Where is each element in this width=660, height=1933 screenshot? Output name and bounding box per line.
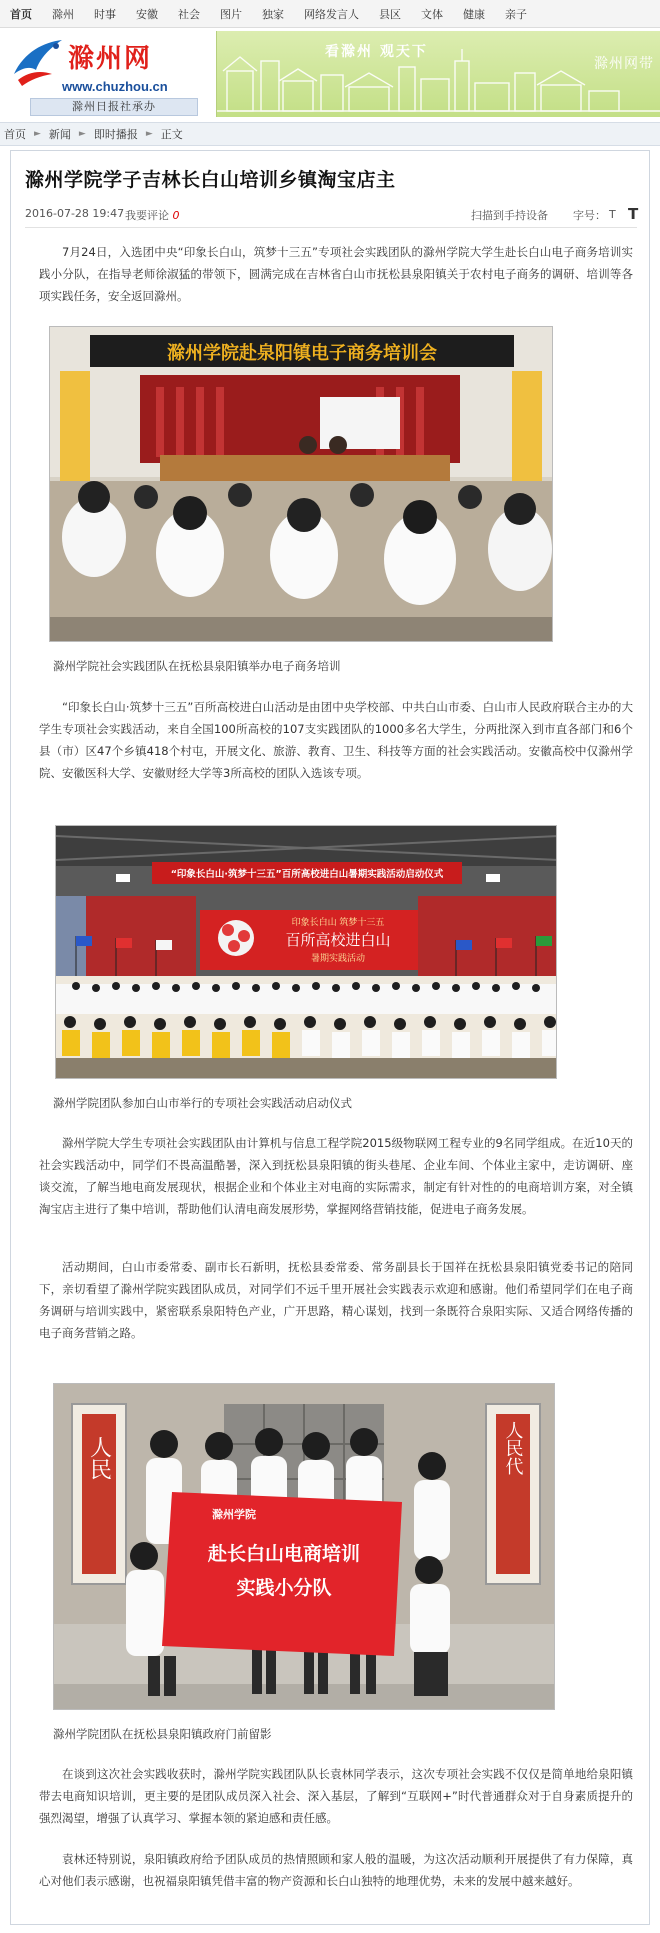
photo-caption: 滁州学院社会实践团队在抚松县泉阳镇举办电子商务培训 (53, 659, 341, 673)
photo-group-photo (53, 1383, 555, 1710)
scan-to-device-link[interactable]: 扫描到手持设备 (471, 209, 548, 222)
nav-item-parenting[interactable]: 亲子 (505, 7, 527, 21)
article-container (10, 150, 650, 1925)
header-banner[interactable] (216, 31, 660, 117)
nav-item-spokesperson[interactable]: 网络发言人 (304, 7, 359, 21)
stage-title-text: 百所高校进白山 (285, 931, 391, 949)
breadcrumb-separator-icon: ► (145, 129, 153, 139)
site-logo[interactable] (6, 30, 206, 118)
comment-label[interactable]: 我要评论 (125, 209, 169, 222)
article-meta (25, 207, 637, 223)
stage-top-text: 印象长白山 筑梦十三五 (291, 918, 385, 928)
article-paragraph: 活动期间，白山市委常委、副市长石新明，抚松县委常委、常务副县长于国祥在抚松县泉阳镇党委书记的陪同下，亲切看望了滁州学院实践团队成员，对同学们不远千里开展社会实践表示欢迎和感谢。他们希望同学们在电子商务调研与培训实践中，紧密联系泉阳特色产业，广开思路，精心谋划，找到一条既符合泉阳实际、又适合网络传播的电子商务营销之路。 (39, 1260, 633, 1340)
breadcrumb-news[interactable]: 新闻 (48, 128, 71, 141)
breadcrumb-home[interactable]: 首页 (4, 128, 26, 141)
site-header (0, 28, 660, 120)
flag-line1-text: 赴长白山电商培训 (207, 1543, 361, 1565)
sign-left-text: 人民 (86, 1436, 112, 1480)
flag-school-text: 滁州学院 (212, 1508, 256, 1521)
comment-link[interactable] (125, 207, 180, 223)
article-paragraph: 在谈到这次社会实践收获时，滁州学院实践团队队长袁林同学表示，这次专项社会实践不仅仅是简单地给泉阳镇带去电商知识培训，更主要的是团队成员深入社会、深入基层，了解到“互联网+”时代普通群众对于自身素质提升的强烈渴望，增强了认真学习、掌握本领的紧迫感和责任感。 (39, 1767, 633, 1825)
photo-launch-ceremony (55, 825, 557, 1079)
nav-item-current-affairs[interactable]: 时事 (94, 7, 116, 21)
publish-date: 2016-07-28 19:47 (25, 207, 125, 220)
article-paragraph: “印象长白山·筑梦十三五”百所高校进白山活动是由团中央学校部、中共白山市委、白山市人民政府联合主办的大学生专项社会实践活动，来自全国100所高校的107支实践团队的1000多名大学生，分两批深入到市直各部门和6个县（市）区47个乡镇418个村屯，开展文化、旅游、教育、卫生、科技等方面的社会实践活动。安徽高校中仅滁州学院、安徽医科大学、安徽财经大学等3所高校的团队入选该专项。 (39, 700, 633, 780)
city-skyline-icon (217, 31, 660, 117)
nav-item-chuzhou[interactable]: 滁州 (52, 7, 74, 21)
nav-item-exclusive[interactable]: 独家 (262, 7, 284, 21)
photo-banner-text: “印象长白山·筑梦十三五”百所高校进白山暑期实践活动启动仪式 (170, 869, 444, 880)
banner-slogan: 看滁州 观天下 (325, 44, 428, 60)
article-paragraph: 滁州学院大学生专项社会实践团队由计算机与信息工程学院2015级物联网工程专业的9名同学组成。在近10天的社会实践活动中，同学们不畏高温酷暑，深入到抚松县泉阳镇的街头巷尾、企业车间、个体业主家中，走访调研、座谈交流，了解当地电商发展现状，根据企业和个体业主对电商的实际需求，制定有针对性的的电商培训方案，对全镇淘宝店主进行了集中培训，帮助他们认清电商发展形势，掌握网络营销技能，促进电子商务发展。 (39, 1136, 633, 1216)
breadcrumb-separator-icon: ► (78, 129, 86, 139)
photo-banner-text: 滁州学院赴泉阳镇电子商务培训会 (167, 343, 437, 364)
nav-item-health[interactable]: 健康 (463, 7, 485, 21)
breadcrumb-current: 正文 (160, 128, 183, 141)
logo-text: 滁州网 (68, 44, 153, 74)
nav-item-society[interactable]: 社会 (178, 7, 200, 21)
logo-url: www.chuzhou.cn (62, 79, 168, 94)
font-size-large-button[interactable]: T (628, 205, 639, 223)
comment-count[interactable]: 0 (172, 209, 180, 222)
nav-item-home[interactable]: 首页 (10, 7, 32, 21)
stage-sub-text: 暑期实践活动 (310, 954, 366, 964)
nav-item-anhui[interactable]: 安徽 (136, 7, 158, 21)
logo-bird-icon (10, 34, 66, 90)
meta-divider (25, 227, 637, 228)
article-paragraph: 袁林还特别说，泉阳镇政府给予团队成员的热情照顾和家人般的温暖，为这次活动顺利开展提供了有力保障，真心对他们表示感谢，也祝福泉阳镇凭借丰富的物产资源和长白山独特的地理优势，未来的发展中越来越好。 (39, 1852, 633, 1888)
photo-training-session (49, 326, 553, 642)
nav-item-culture-sports[interactable]: 文体 (421, 7, 443, 21)
article-title: 滁州学院学子吉林长白山培训乡镇淘宝店主 (25, 169, 396, 191)
logo-subtitle: 滁州日报社承办 (30, 98, 198, 116)
nav-item-counties[interactable]: 县区 (379, 7, 401, 21)
top-navigation (0, 0, 660, 28)
font-size-small-button[interactable]: T (609, 208, 616, 221)
flag-line2-text: 实践小分队 (236, 1577, 332, 1599)
article-paragraph: 7月24日，入选团中央“印象长白山，筑梦十三五”专项社会实践团队的滁州学院大学生赴长白山电子商务培训实践小分队，在指导老师徐淑猛的带领下，圆满完成在吉林省白山市抚松县泉阳镇关于农村电子商务的调研、培训等各项实践任务，安全返回滁州。 (39, 245, 633, 303)
photo-caption: 滁州学院团队参加白山市举行的专项社会实践活动启动仪式 (53, 1096, 352, 1110)
nav-item-pictures[interactable]: 图片 (220, 7, 242, 21)
sign-right-text: 人民代 (502, 1421, 524, 1475)
breadcrumb-separator-icon: ► (34, 129, 41, 139)
photo-caption: 滁州学院团队在抚松县泉阳镇政府门前留影 (53, 1727, 272, 1741)
banner-brand: 滁州网带 (594, 56, 654, 72)
font-size-label: 字号： (573, 209, 606, 222)
breadcrumb-instant-news[interactable]: 即时播报 (93, 128, 138, 141)
breadcrumb (0, 122, 660, 146)
